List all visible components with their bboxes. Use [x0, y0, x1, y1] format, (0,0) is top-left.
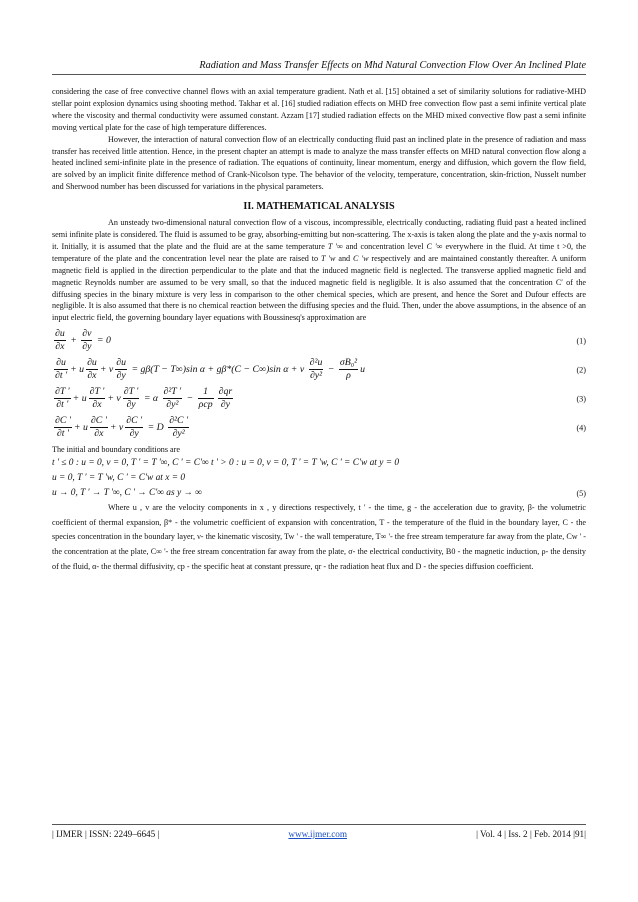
equation-number-2: (2) [576, 365, 586, 375]
intro-paragraph-2: However, the interaction of natural convection flow of an electrically conducting fluid past an inclined plate in the presence of radiation and mass transfer has received little attention. Hence, in the present chapter an attempt is made to analyze the mass transfer effects on MHD natural convection flow along a heated inclined semi-infinite plate in the presence of radiation. The equations of continuity, linear momentum, energy and diffusion, which govern the flow field, are solved by an implicit finite difference method of Crank-Nicolson type. The behavior of the velocity, temperature, concentration, skin-friction, Nusselt number and Sherwood number has been discussed for variations in the physical parameters. [52, 134, 586, 192]
equation-number-1: (1) [576, 336, 586, 346]
footer-journal: | IJMER | ISSN: 2249–6645 | [52, 829, 160, 839]
symbol-t-w: T 'w [321, 253, 336, 263]
bc-line-3: u → 0, T ' → T '∞, C ' → C'∞ as y → ∞ (5) [52, 486, 586, 501]
equation-number-5: (5) [576, 489, 586, 499]
equation-3: $\frac{\partial T '}{\partial t '}$ + u $\frac{\partial T '}{\partial x}$ + v $\frac{\partial T '}{\partial y}$ = α $\frac{\text{∂²T '}}{\text{∂y²}}$ − $\frac{1}{\text{ρcp}}$ $\frac{\partial qr}{\partial y}$ (3) [55, 386, 586, 411]
symbol-c-inf: C '∞ [426, 241, 443, 251]
footer-issue: | Vol. 4 | Iss. 2 | Feb. 2014 |91| [476, 829, 586, 839]
bc-intro: The initial and boundary conditions are [52, 445, 180, 455]
symbol-c-w: C 'w [353, 253, 369, 263]
symbol-t-inf: T '∞ [327, 241, 343, 251]
bc-line-1: t ' ≤ 0 : u = 0, v = 0, T ' = T '∞, C ' = C'∞ t ' > 0 : u = 0, v = 0, T ' = T 'w, C ' = C'w at y = 0 [52, 458, 400, 469]
analysis-paragraph: An unsteady two-dimensional natural convection flow of a viscous, incompressible, electrically conducting, radiating fluid past a heated inclined semi infinite plate is considered. The fluid is assumed to be gray, absorbing-emitting but non-scattering. The x-axis is taken along the plate and the y-axis normal to it. Initially, it is assumed that the plate and the fluid are at the same temperature T '∞ and concentration level C '∞ everywhere in the fluid. At time t >0, the temperature of the plate and the concentration level near the plate are raised to T 'w and C 'w respectively and are maintained constantly thereafter. A uniform magnetic field is applied in the direction perpendicular to the plate and that the induced magnetic field is neglected. The transverse applied magnetic field and magnetic Reynolds number are assumed to be very small, so that the induced magnetic field is negligible. It is also assumed that the concentration C′ of the diffusing species in the binary mixture is very less in comparison to the other chemical species, which are present, and hence the Soret and Dufour effects are negligible. It is also assumed that there is no chemical reaction between the diffusing species and the fluid. Then, under the above assumptions, in the absence of an input electric field, the governing boundary layer equations with Boussinesq's approximation are [52, 218, 587, 323]
equation-1: $\frac{\partial u}{\partial x}$ + $\frac{\partial v}{\partial y}$ = 0 (1) [55, 328, 586, 353]
equation-4: $\frac{\partial C '}{\partial t '}$ + u $\frac{\partial C '}{\partial x}$ + v $\frac{\partial C '}{\partial y}$ = D $\frac{\text{∂²C '}}{\text{∂y²}}$ (4) [55, 415, 586, 440]
intro-paragraph-1: considering the case of free convective channel flows with an axial temperature gradient. Nath et al. [15] obtained a set of similarity solutions for radiative-MHD stellar point explosion dynamics using shooting method. Takhar et al. [16] studied radiation effects on MHD free convection flow past a semi infinite vertical plate where the viscosity and thermal conductivity were assumed constant. Azzam [17] studied radiation effects on the MHD mixed convective flow past a semi infinite moving vertical plate for the case of high temperature differences. [52, 87, 586, 132]
section-heading: II. MATHEMATICAL ANALYSIS [243, 201, 395, 213]
bc-line-2: u = 0, T ' = T 'w, C ' = C'w at x = 0 [52, 473, 186, 484]
page-body [52, 86, 586, 574]
nomenclature-paragraph: Where u , v are the velocity components in x , y directions respectively, t ' - the time, g - the acceleration due to gravity, β- the volumetric coefficient of thermal expansion, β* - the volumetric coefficient of expansion with concentration, T - the temperature of the fluid in the boundary layer, C - the species concentration in the boundary layer, ν- the kinematic viscosity, Tw ' - the wall temperature, T∞ '- the free stream temperature far away from the plate, Cw ' - the concentration at the plate, C∞ '- the free stream concentration far away from the plate, σ- the electrical conductivity, B0 - the magnetic induction, ρ- the density of the fluid, α- the thermal diffusivity, cp - the specific heat at constant pressure, qr - the radiation heat flux and D - the species diffusion coefficient. [52, 503, 586, 571]
page-footer [52, 824, 586, 839]
equation-number-4: (4) [576, 423, 586, 433]
running-header: Radiation and Mass Transfer Effects on Mhd Natural Convection Flow Over An Inclined Plate [52, 60, 586, 75]
equation-number-3: (3) [576, 394, 586, 404]
footer-url-link[interactable]: www.ijmer.com [288, 829, 348, 839]
equation-2: $\frac{\partial u}{\partial t '}$ + u $\frac{\partial u}{\partial x}$ + v $\frac{\partial u}{\partial y}$ = gβ(T − T∞)sin α + gβ*(C − C∞)sin α + ν $\frac{\text{∂²u}}{\text{∂y²}}$ − $\frac{\text{σB₀²}}{\rho}$ u (2) [55, 357, 586, 382]
